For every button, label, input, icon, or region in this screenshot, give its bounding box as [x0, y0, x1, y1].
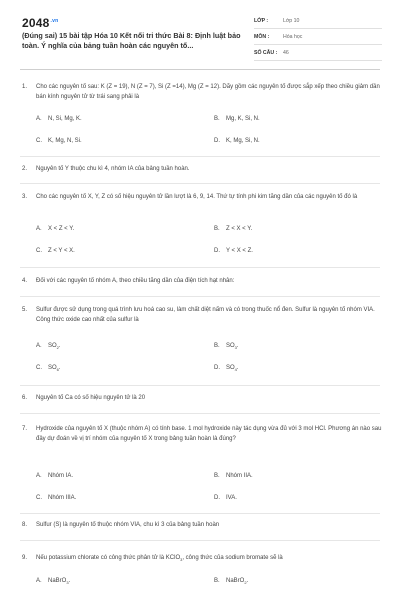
question-separator: [20, 296, 380, 297]
option-a[interactable]: A. NaBrO$_3$.: [36, 578, 71, 586]
question-separator: [20, 513, 380, 514]
question-2: 2. Nguyên tố Y thuộc chu kì 4, nhóm IA của bảng tuần hoàn.: [22, 166, 190, 172]
question-8: 8. Sulfur (S) là nguyên tố thuộc nhóm VIA, chu kì 3 của bảng tuần hoàn: [22, 522, 220, 528]
question-7: 7. Hydroxide của nguyên tố X (thuộc nhóm A) có tính base. 1 mol hydroxide này tác dụng vừa đủ với 3 mol HCl. Phương án nào sau đây dự đoán về vị trí nhóm của nguyên tố X trong bảng tuần hoàn là đúng?: [22, 426, 382, 442]
option-d[interactable]: D. K, Mg, Si, N.: [214, 138, 260, 144]
meta-count: SỐ CÂU : 46: [254, 45, 382, 61]
header-divider: [20, 69, 380, 70]
option-d[interactable]: D. IVA.: [214, 495, 237, 501]
question-separator: [20, 413, 380, 414]
document-title: (Đúng sai) 15 bài tập Hóa 10 Kết nối tri thức Bài 8: Định luật bảo toàn. Ý nghĩa của bảng tuần hoàn các nguyên tố...: [22, 31, 241, 50]
question-3: 3. Cho các nguyên tố X, Y, Z có số hiệu nguyên tử lần lượt là 6, 9, 14. Thứ tự tính phi kim tăng dần của các nguyên tố đó là: [22, 194, 358, 200]
option-b[interactable]: B. Z < X < Y.: [214, 226, 253, 232]
question-5: 5. Sulfur được sử dụng trong quá trình lưu hoá cao su, làm chất diệt nấm và có trong thuốc nổ đen. Sulfur là nguyên tố nhóm VIA. Công thức oxide cao nhất của sulfur là: [22, 307, 375, 323]
option-a[interactable]: A. $SO_2$.: [36, 343, 61, 351]
option-b[interactable]: B. $SO_3$.: [214, 343, 239, 351]
question-6: 6. Nguyên tố Ca có số hiệu nguyên tử là 20: [22, 395, 146, 401]
option-b[interactable]: B. Mg, K, Si, N.: [214, 116, 260, 122]
question-separator: [20, 540, 380, 541]
document-meta: [254, 13, 382, 61]
option-b[interactable]: B. NaBrO$_2$.: [214, 578, 249, 586]
page-header: [0, 0, 400, 66]
option-d[interactable]: D. $SO_4$.: [214, 365, 239, 373]
question-separator: [20, 183, 380, 184]
question-4: 4. Đối với các nguyên tố nhóm A, theo chiều tăng dần của điện tích hạt nhân:: [22, 278, 235, 284]
question-separator: [20, 267, 380, 268]
option-d[interactable]: D. Y < X < Z.: [214, 248, 253, 254]
option-c[interactable]: C. Z < Y < X.: [36, 248, 75, 254]
site-logo[interactable]: $2048^{.vn}$: [22, 16, 59, 30]
question-separator: [20, 156, 380, 157]
option-c[interactable]: C. Nhóm IIIA.: [36, 495, 77, 501]
option-a[interactable]: A. N, Si, Mg, K.: [36, 116, 82, 122]
meta-class: LỚP : Lớp 10: [254, 13, 382, 29]
meta-subject: MÔN : Hóa học: [254, 29, 382, 45]
option-a[interactable]: A. Nhóm IA.: [36, 473, 74, 479]
option-a[interactable]: A. X < Z < Y.: [36, 226, 75, 232]
option-c[interactable]: C. K, Mg, N, Si.: [36, 138, 82, 144]
question-1: 1. Cho các nguyên tố sau: K (Z = 19), N (Z = 7), Si (Z =14), Mg (Z = 12). Dãy gồm các nguyên tố được sắp xếp theo chiều giảm dần bán kính nguyên tử từ trái sang phải là: [22, 84, 380, 100]
option-c[interactable]: C. $SO_6$.: [36, 365, 61, 373]
question-9: 9. Nếu potassium chlorate có công thức phân tử là KClO$_3$, công thức của sodium bromate sẽ là: [22, 555, 283, 563]
option-b[interactable]: B. Nhóm IIA.: [214, 473, 253, 479]
question-separator: [20, 385, 380, 386]
